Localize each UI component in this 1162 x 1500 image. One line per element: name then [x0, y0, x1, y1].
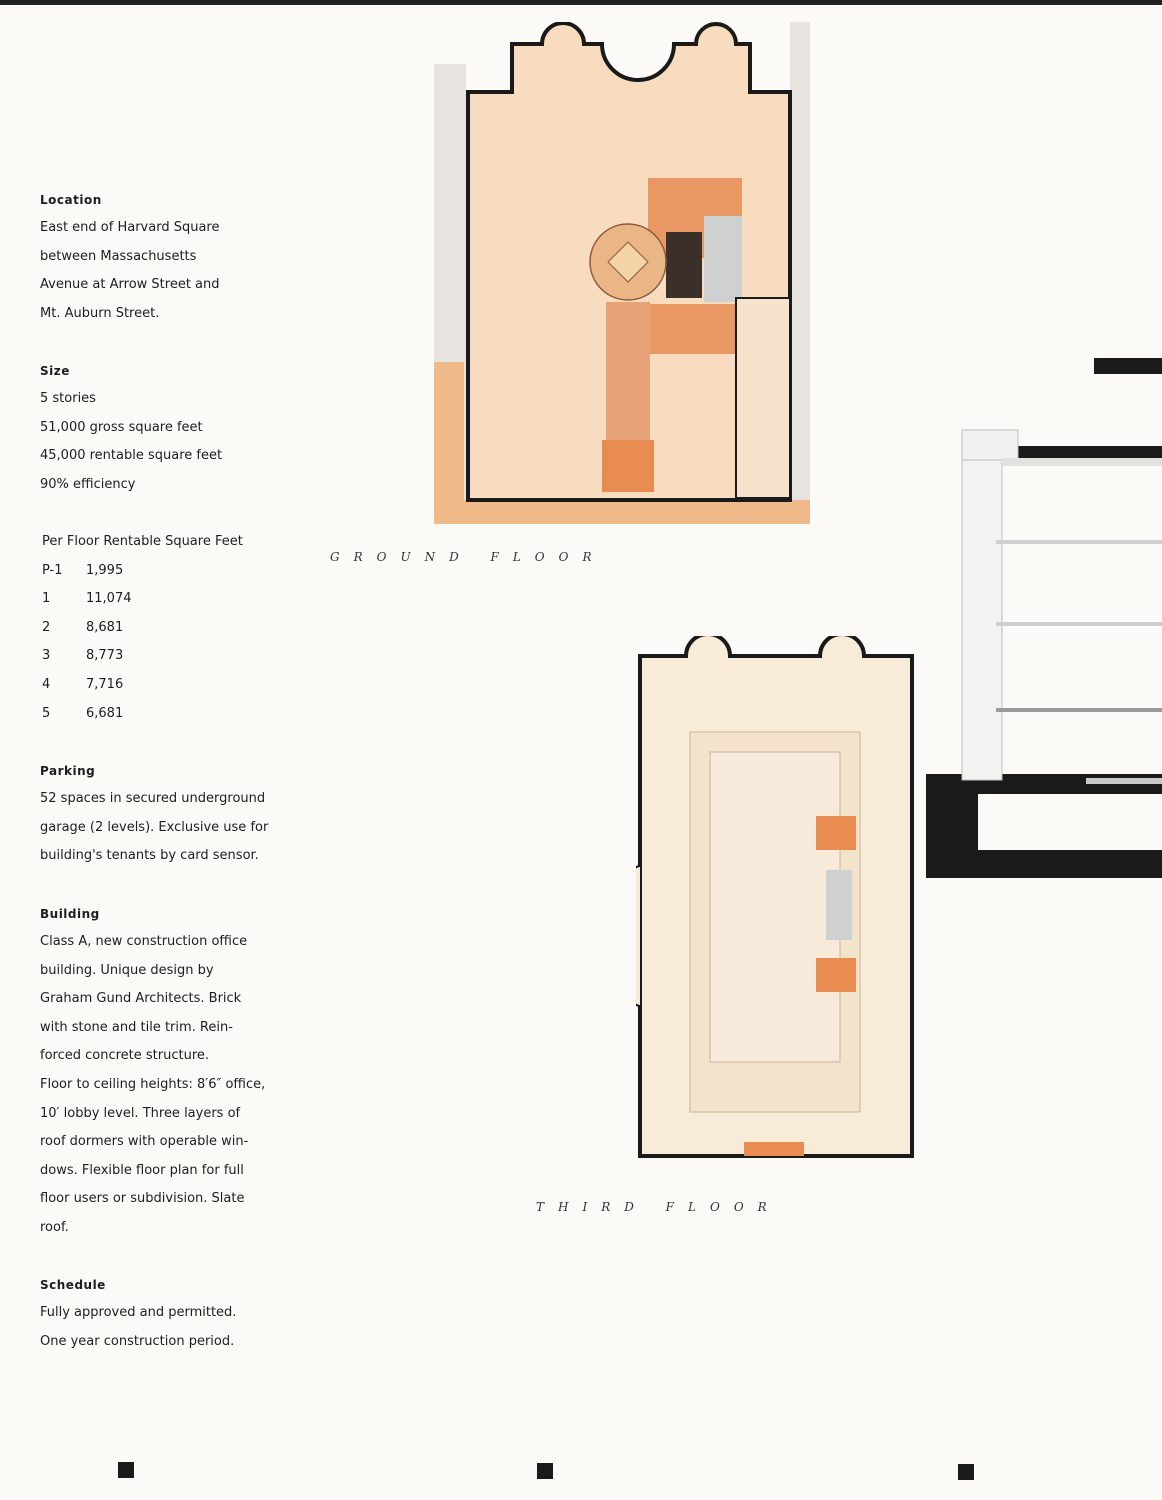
table-row [42, 614, 243, 643]
floor-label: 4 [42, 676, 51, 692]
neighbor-building [790, 22, 810, 522]
size-line: 5 stories [40, 391, 96, 406]
floor-sqft: 1,995 [86, 562, 124, 578]
building-line: Class A, new construction office [40, 934, 248, 949]
retail-bay [736, 298, 790, 498]
size-line: 45,000 rentable square feet [40, 448, 223, 464]
schedule-section [40, 1271, 236, 1356]
parking-line: 52 spaces in secured underground [40, 791, 266, 806]
elevator-core [666, 232, 702, 298]
floor-line [996, 540, 1162, 544]
top-rule [0, 0, 1162, 5]
building-line: roof dormers with operable win- [40, 1134, 249, 1150]
location-heading: Location [40, 193, 102, 207]
building-line: dows. Flexible floor plan for full [40, 1162, 244, 1178]
floor-sqft: 8,681 [86, 619, 124, 635]
core-stair-south [648, 304, 742, 354]
floor-line [996, 622, 1162, 626]
stair-north [816, 816, 856, 850]
third-floor-restrooms [826, 870, 852, 940]
location-section [40, 186, 220, 328]
floor-sqft: 7,716 [86, 676, 124, 692]
parking-line: garage (2 levels). Exclusive use for [40, 819, 269, 835]
floor-label: P-1 [42, 562, 63, 578]
parking-section [40, 757, 268, 871]
ground-slab [1086, 778, 1162, 784]
facade [962, 460, 1002, 780]
table-row [42, 700, 243, 729]
building-line: forced concrete structure. [40, 1048, 210, 1064]
page-marker [118, 1462, 134, 1478]
floor-line [996, 708, 1162, 712]
per-floor-heading: Per Floor Rentable Square Feet [42, 534, 243, 549]
building-line: Floor to ceiling heights: 8′6″ office, [40, 1076, 266, 1092]
per-floor-section [42, 528, 243, 728]
size-line: 51,000 gross square feet [40, 419, 203, 435]
building-line: floor users or subdivision. Slate [40, 1191, 245, 1207]
floor-sqft: 8,773 [86, 648, 124, 664]
parking-heading: Parking [40, 764, 96, 778]
building-section-drawing [926, 358, 1162, 880]
floor-line [1002, 458, 1162, 466]
size-heading: Size [40, 364, 70, 378]
table-row [42, 642, 243, 671]
building-line: building. Unique design by [40, 962, 214, 978]
sidewalk [434, 500, 810, 524]
building-section [40, 900, 265, 1243]
lobby-corridor [606, 302, 650, 462]
building-line: Graham Gund Architects. Brick [40, 991, 242, 1007]
slab [1002, 446, 1162, 458]
location-line: Mt. Auburn Street. [40, 305, 160, 321]
roof-slab [1094, 358, 1162, 374]
entry-vestibule [602, 440, 654, 492]
floor-label: 3 [42, 648, 51, 664]
ground-floor-plan [434, 22, 812, 526]
size-section [40, 357, 222, 499]
location-line: between Massachusetts [40, 248, 197, 264]
schedule-line: One year construction period. [40, 1333, 235, 1349]
location-line: East end of Harvard Square [40, 220, 220, 235]
ground-floor-caption: GROUND FLOOR [330, 550, 606, 564]
floor-label: 5 [42, 705, 51, 721]
location-line: Avenue at Arrow Street and [40, 277, 220, 293]
size-line: 90% efficiency [40, 476, 136, 492]
third-floor-plan [636, 636, 916, 1188]
table-row [42, 585, 243, 614]
floor-sqft: 11,074 [86, 591, 132, 607]
page-marker [537, 1463, 553, 1479]
floor-sqft: 6,681 [86, 705, 124, 721]
table-row [42, 557, 243, 586]
table-row [42, 671, 243, 700]
sidewalk [434, 362, 464, 512]
third-floor-caption: THIRD FLOOR [536, 1200, 781, 1214]
page-marker [958, 1464, 974, 1480]
cornice [962, 430, 1018, 460]
building-line: with stone and tile trim. Rein- [40, 1019, 233, 1035]
parking-line: building's tenants by card sensor. [40, 848, 259, 864]
stair-south [816, 958, 856, 992]
restrooms [704, 216, 742, 302]
schedule-heading: Schedule [40, 1278, 106, 1292]
floor-label: 1 [42, 591, 51, 607]
core-offices [710, 752, 840, 1062]
balcony-strip [744, 1142, 804, 1156]
floor-label: 2 [42, 619, 51, 635]
garage-opening [978, 794, 1162, 850]
schedule-line: Fully approved and permitted. [40, 1305, 237, 1320]
side-bay [636, 866, 640, 1006]
building-line: 10′ lobby level. Three layers of [40, 1105, 241, 1121]
building-line: roof. [40, 1219, 69, 1235]
building-heading: Building [40, 907, 100, 921]
